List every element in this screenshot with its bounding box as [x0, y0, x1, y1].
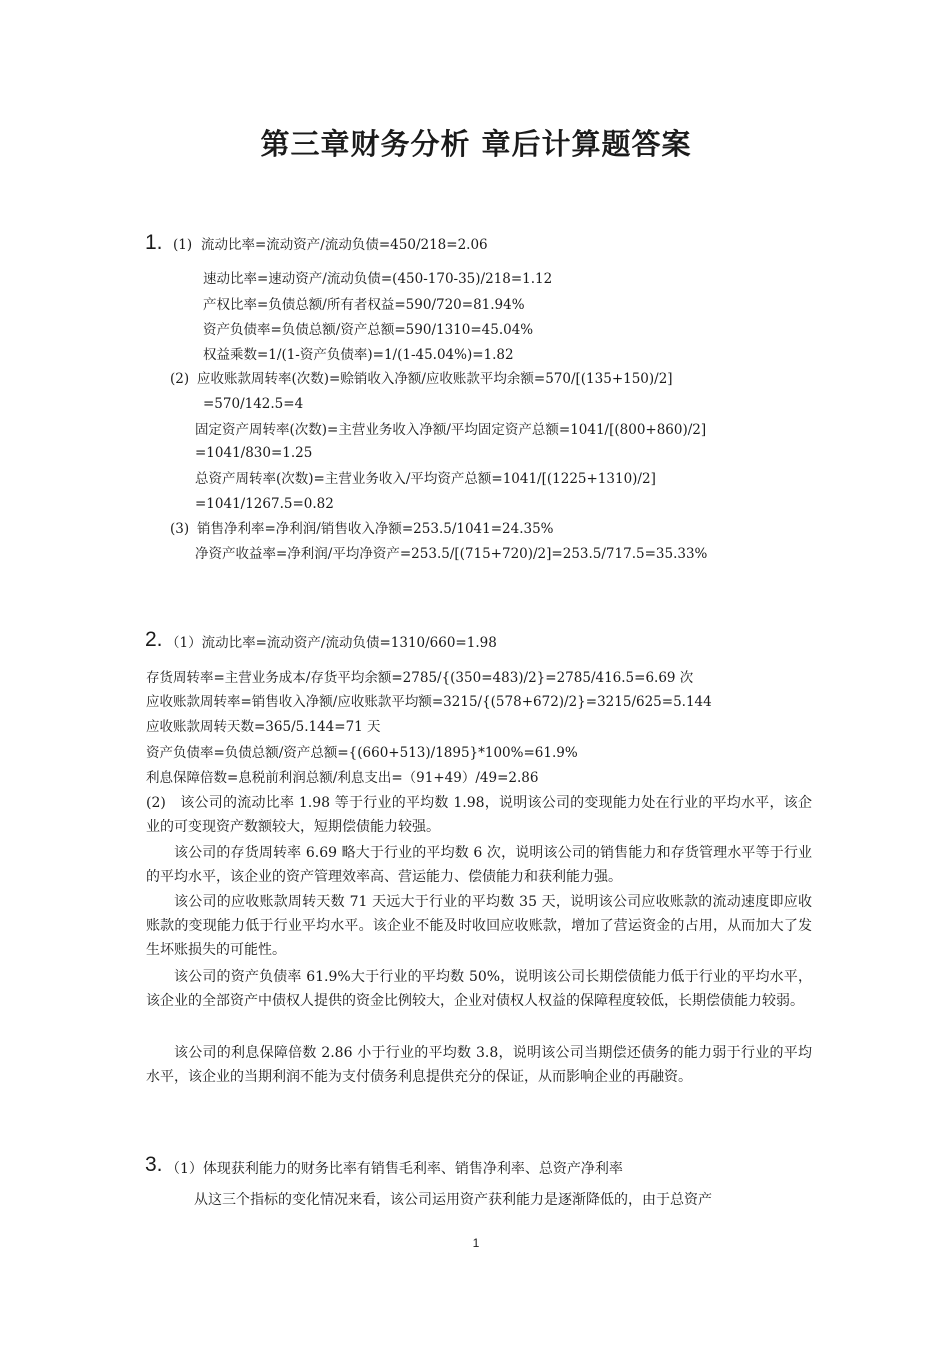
question-3-number: 3.: [145, 1153, 163, 1176]
q1-line-receivables-turnover: 应收账款周转率(次数)=赊销收入净额/应收账款平均余额=570/[(135+150)/2]: [197, 371, 673, 387]
q1-line-roe: 净资产收益率=净利润/平均净资产=253.5/[(715+720)/2]=253.5/717.5=35.33%: [195, 546, 708, 562]
q2-line-interest-coverage: 利息保障倍数=息税前利润总额/利息支出=（91+49）/49=2.86: [146, 770, 539, 786]
q1-line-equity-multiplier: 权益乘数=1/(1-资产负债率)=1/(1-45.04%)=1.82: [203, 347, 514, 363]
q2-analysis-inventory-turnover: 该公司的存货周转率 6.69 略大于行业的平均数 6 次，说明该公司的销售能力和存货管理水平等于行业的平均水平，该企业的资产管理效率高、营运能力、偿债能力和获利能力强。: [146, 845, 812, 885]
q1-line-current-ratio: 流动比率=流动资产/流动负债=450/218=2.06: [201, 237, 488, 253]
q1-line-total-asset-turnover: 总资产周转率(次数)=主营业务收入/平均资产总额=1041/[(1225+1310)/2]: [195, 471, 656, 487]
q2-analysis-debt-ratio: 该公司的资产负债率 61.9%大于行业的平均数 50%，说明该公司长期偿债能力低于行业的平均水平，该企业的全部资产中债权人提供的资金比例较大，企业对债权人权益的保障程度较低，长期偿债能力较弱。: [146, 969, 812, 1009]
q2-line-receivables-turnover: 应收账款周转率=销售收入净额/应收账款平均额=3215/{(578+672)/2}=3215/625=5.144: [146, 694, 712, 710]
q1-line-receivables-turnover-result: =570/142.5=4: [203, 396, 304, 412]
q1-line-debt-ratio: 资产负债率=负债总额/资产总额=590/1310=45.04%: [203, 322, 534, 338]
q2-line-debt-ratio: 资产负债率=负债总额/资产总额={(660+513)/1895}*100%=61.9%: [146, 745, 578, 761]
page-number: 1: [472, 1236, 480, 1250]
question-2-number: 2.: [145, 628, 163, 651]
q3-line-trend-analysis: 从这三个指标的变化情况来看，该公司运用资产获利能力是逐渐降低的，由于总资产: [194, 1192, 712, 1208]
q1-line-equity-ratio: 产权比率=负债总额/所有者权益=590/720=81.94%: [203, 297, 525, 313]
q1-line-fixed-asset-turnover-result: =1041/830=1.25: [195, 445, 313, 461]
q2-line-receivables-days: 应收账款周转天数=365/5.144=71 天: [146, 719, 381, 735]
q2-analysis-receivables-days: 该公司的应收账款周转天数 71 天远大于行业的平均数 35 天，说明该公司应收账款的流动速度即应收账款的变现能力低于行业平均水平。该企业不能及时收回应收账款，增加了营运资金的占用，从而加大了发生坏账损失的可能性。: [146, 894, 812, 958]
page-title: 第三章财务分析 章后计算题答案: [260, 127, 692, 161]
q2-line-inventory-turnover: 存货周转率=主营业务成本/存货平均余额=2785/{(350=483)/2}=2785/416.5=6.69 次: [146, 670, 694, 686]
q2-line-current-ratio: （1）流动比率=流动资产/流动负债=1310/660=1.98: [166, 635, 497, 651]
q2-analysis-interest-coverage: 该公司的利息保障倍数 2.86 小于行业的平均数 3.8，说明该公司当期偿还债务的能力弱于行业的平均水平，该企业的当期利润不能为支付债务利息提供充分的保证，从而影响企业的再融资。: [146, 1045, 812, 1085]
q1-line-net-profit-margin: 销售净利率=净利润/销售收入净额=253.5/1041=24.35%: [197, 521, 554, 537]
q1-line-quick-ratio: 速动比率=速动资产/流动负债=(450-170-35)/218=1.12: [203, 271, 553, 287]
q1-line-total-asset-turnover-result: =1041/1267.5=0.82: [195, 496, 334, 512]
q2-analysis-current-ratio: (2) 该公司的流动比率 1.98 等于行业的平均数 1.98，说明该公司的变现能力处在行业的平均水平，该企业的可变现资产数额较大，短期偿债能力较强。: [146, 795, 812, 835]
q1-part3-label: (3): [170, 521, 190, 537]
q3-line-profitability-ratios: （1）体现获利能力的财务比率有销售毛利率、销售净利率、总资产净利率: [166, 1161, 623, 1177]
q1-part2-label: (2): [170, 371, 190, 387]
question-1-number: 1.: [145, 231, 163, 254]
q1-line-fixed-asset-turnover: 固定资产周转率(次数)=主营业务收入净额/平均固定资产总额=1041/[(800+860)/2]: [195, 422, 707, 438]
q1-part1-label: (1): [173, 237, 193, 253]
